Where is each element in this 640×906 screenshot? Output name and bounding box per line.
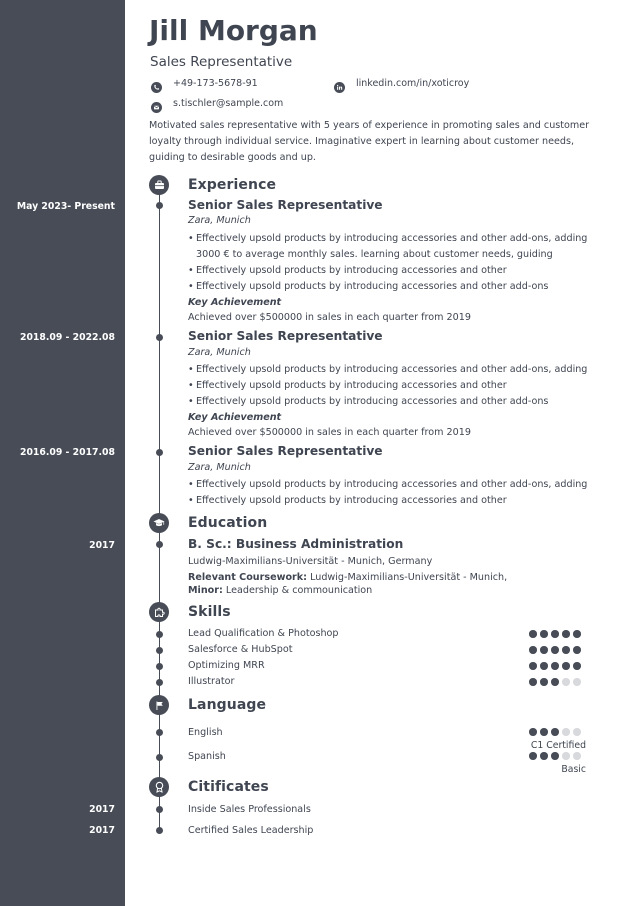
bullet-text: Effectively upsold products by introducing accessories and other add-ons, adding 3000 € to average monthly sales. learning about customer needs, guiding bbox=[196, 233, 588, 260]
puzzle-icon bbox=[149, 602, 169, 622]
rating-dot-filled bbox=[551, 678, 559, 686]
flag-icon bbox=[149, 695, 169, 715]
rating-dot-empty bbox=[573, 752, 581, 760]
skill-name: Salesforce & HubSpot bbox=[188, 644, 293, 655]
language-rating bbox=[529, 728, 581, 736]
job-bullet: • Effectively upsold products by introducing accessories and other add-ons bbox=[188, 281, 549, 292]
rating-dot-filled bbox=[562, 630, 570, 638]
job-title: Senior Sales Representative bbox=[188, 329, 383, 343]
rating-dot-filled bbox=[540, 630, 548, 638]
job-date: 2016.09 - 2017.08 bbox=[19, 447, 115, 458]
rating-dot-filled bbox=[551, 752, 559, 760]
linkedin-icon bbox=[334, 78, 345, 89]
rating-dot-filled bbox=[573, 630, 581, 638]
minor-text: Leadership & commounication bbox=[225, 585, 373, 596]
job-bullet: • Effectively upsold products by introducing accessories and other add-ons bbox=[188, 396, 549, 407]
language-name: Spanish bbox=[188, 751, 226, 762]
job-date: 2018.09 - 2022.08 bbox=[19, 332, 115, 343]
timeline-dot bbox=[156, 663, 163, 670]
key-achievement-text: Achieved over $500000 in sales in each quarter from 2019 bbox=[188, 427, 471, 438]
job-bullet: • Effectively upsold products by introducing accessories and other add-ons, adding bbox=[188, 479, 588, 490]
skill-name: Lead Qualification & Photoshop bbox=[188, 628, 339, 639]
key-achievement-label: Key Achievement bbox=[188, 297, 282, 308]
job-company: Zara, Munich bbox=[188, 215, 251, 226]
timeline-dot bbox=[156, 647, 163, 654]
rating-dot-filled bbox=[562, 646, 570, 654]
bullet-text: Effectively upsold products by introducing accessories and other add-ons bbox=[196, 396, 549, 407]
language-level: C1 Certified bbox=[530, 740, 586, 751]
section-title-experience: Experience bbox=[188, 177, 277, 193]
section-title-education: Education bbox=[188, 515, 268, 531]
rating-dot-filled bbox=[540, 678, 548, 686]
education-date: 2017 bbox=[89, 540, 115, 551]
minor-label: Minor: bbox=[188, 585, 223, 596]
bullet-text: Effectively upsold products by introducing accessories and other add-ons bbox=[196, 281, 549, 292]
language-name: English bbox=[188, 727, 223, 738]
bullet-text: Effectively upsold products by introducing accessories and other bbox=[196, 495, 507, 506]
job-bullet: • Effectively upsold products by introducing accessories and other bbox=[188, 380, 507, 391]
graduation-cap-icon bbox=[149, 513, 169, 533]
job-title: Senior Sales Representative bbox=[188, 444, 383, 458]
language-level: Basic bbox=[561, 764, 586, 775]
job-bullet: • Effectively upsold products by introducing accessories and other add-ons, adding bbox=[188, 364, 588, 375]
bullet-text: Effectively upsold products by introducing accessories and other bbox=[196, 380, 507, 391]
skill-rating bbox=[529, 646, 581, 654]
job-bullet: • Effectively upsold products by introducing accessories and other add-ons, adding 3000 € to average monthly sales. learning about customer needs, guiding bbox=[188, 233, 588, 260]
summary-line: Motivated sales representative with 5 years of experience in promoting sales and customer bbox=[149, 120, 590, 131]
skill-rating bbox=[529, 630, 581, 638]
language-rating bbox=[529, 752, 581, 760]
briefcase-icon bbox=[149, 175, 169, 195]
certificate-date: 2017 bbox=[89, 804, 115, 815]
job-date: May 2023- Present bbox=[16, 201, 115, 212]
job-bullet: • Effectively upsold products by introducing accessories and other bbox=[188, 495, 507, 506]
section-title-language: Language bbox=[188, 697, 267, 713]
job-company: Zara, Munich bbox=[188, 347, 251, 358]
certificate-name: Inside Sales Professionals bbox=[188, 804, 311, 815]
timeline-dot bbox=[156, 729, 163, 736]
bullet-text: Effectively upsold products by introducing accessories and other add-ons, adding bbox=[196, 479, 588, 490]
rating-dot-empty bbox=[562, 678, 570, 686]
education-coursework bbox=[188, 572, 507, 583]
summary-line: guiding to desirable goods and up. bbox=[149, 152, 316, 163]
timeline-dot bbox=[156, 754, 163, 761]
rating-dot-filled bbox=[562, 662, 570, 670]
phone-text[interactable]: +49-173-5678-91 bbox=[173, 78, 258, 89]
skill-rating bbox=[529, 662, 581, 670]
rating-dot-filled bbox=[573, 646, 581, 654]
section-title-certificates: Citificates bbox=[188, 779, 269, 795]
rating-dot-filled bbox=[529, 662, 537, 670]
email-text[interactable]: s.tischler@sample.com bbox=[173, 98, 284, 109]
rating-dot-filled bbox=[529, 728, 537, 736]
skill-name: Illustrator bbox=[188, 676, 235, 687]
rating-dot-filled bbox=[529, 630, 537, 638]
rating-dot-filled bbox=[540, 752, 548, 760]
job-title: Senior Sales Representative bbox=[188, 198, 383, 212]
skill-name: Optimizing MRR bbox=[188, 660, 265, 671]
rating-dot-empty bbox=[562, 752, 570, 760]
certificate-name: Certified Sales Leadership bbox=[188, 825, 314, 836]
timeline-dot bbox=[156, 334, 163, 341]
timeline-dot bbox=[156, 827, 163, 834]
job-company: Zara, Munich bbox=[188, 462, 251, 473]
timeline-dot bbox=[156, 202, 163, 209]
candidate-role: Sales Representative bbox=[150, 54, 293, 70]
email-icon bbox=[151, 98, 162, 109]
rating-dot-filled bbox=[551, 630, 559, 638]
timeline-dot bbox=[156, 806, 163, 813]
education-minor bbox=[188, 585, 372, 596]
bullet-text: Effectively upsold products by introducing accessories and other add-ons, adding bbox=[196, 364, 588, 375]
award-icon bbox=[149, 777, 169, 797]
timeline-dot bbox=[156, 541, 163, 548]
rating-dot-filled bbox=[551, 646, 559, 654]
timeline-dot bbox=[156, 679, 163, 686]
rating-dot-filled bbox=[540, 662, 548, 670]
phone-icon bbox=[151, 78, 162, 89]
key-achievement-label: Key Achievement bbox=[188, 412, 282, 423]
candidate-name: Jill Morgan bbox=[149, 14, 318, 47]
rating-dot-filled bbox=[551, 662, 559, 670]
bullet-text: Effectively upsold products by introducing accessories and other bbox=[196, 265, 507, 276]
rating-dot-empty bbox=[573, 728, 581, 736]
rating-dot-filled bbox=[540, 728, 548, 736]
coursework-label: Relevant Coursework: bbox=[188, 572, 307, 583]
rating-dot-filled bbox=[573, 662, 581, 670]
rating-dot-filled bbox=[540, 646, 548, 654]
timeline-dot bbox=[156, 449, 163, 456]
rating-dot-empty bbox=[562, 728, 570, 736]
education-school: Ludwig-Maximilians-Universität - Munich, Germany bbox=[188, 556, 433, 567]
timeline-dot bbox=[156, 631, 163, 638]
skill-rating bbox=[529, 678, 581, 686]
linkedin-text[interactable]: linkedin.com/in/xoticroy bbox=[356, 78, 470, 89]
rating-dot-filled bbox=[551, 728, 559, 736]
key-achievement-text: Achieved over $500000 in sales in each quarter from 2019 bbox=[188, 312, 471, 323]
section-title-skills: Skills bbox=[188, 604, 231, 620]
rating-dot-filled bbox=[529, 678, 537, 686]
rating-dot-empty bbox=[573, 678, 581, 686]
job-bullet: • Effectively upsold products by introducing accessories and other bbox=[188, 265, 507, 276]
coursework-text: Ludwig-Maximilians-Universität - Munich, bbox=[310, 572, 508, 583]
rating-dot-filled bbox=[529, 646, 537, 654]
summary-line: loyalty through individual service. Imaginative expert in learning about customer needs, bbox=[149, 136, 575, 147]
timeline-line bbox=[159, 187, 161, 833]
summary bbox=[149, 118, 589, 166]
certificate-date: 2017 bbox=[89, 825, 115, 836]
education-degree: B. Sc.: Business Administration bbox=[188, 537, 404, 551]
rating-dot-filled bbox=[529, 752, 537, 760]
